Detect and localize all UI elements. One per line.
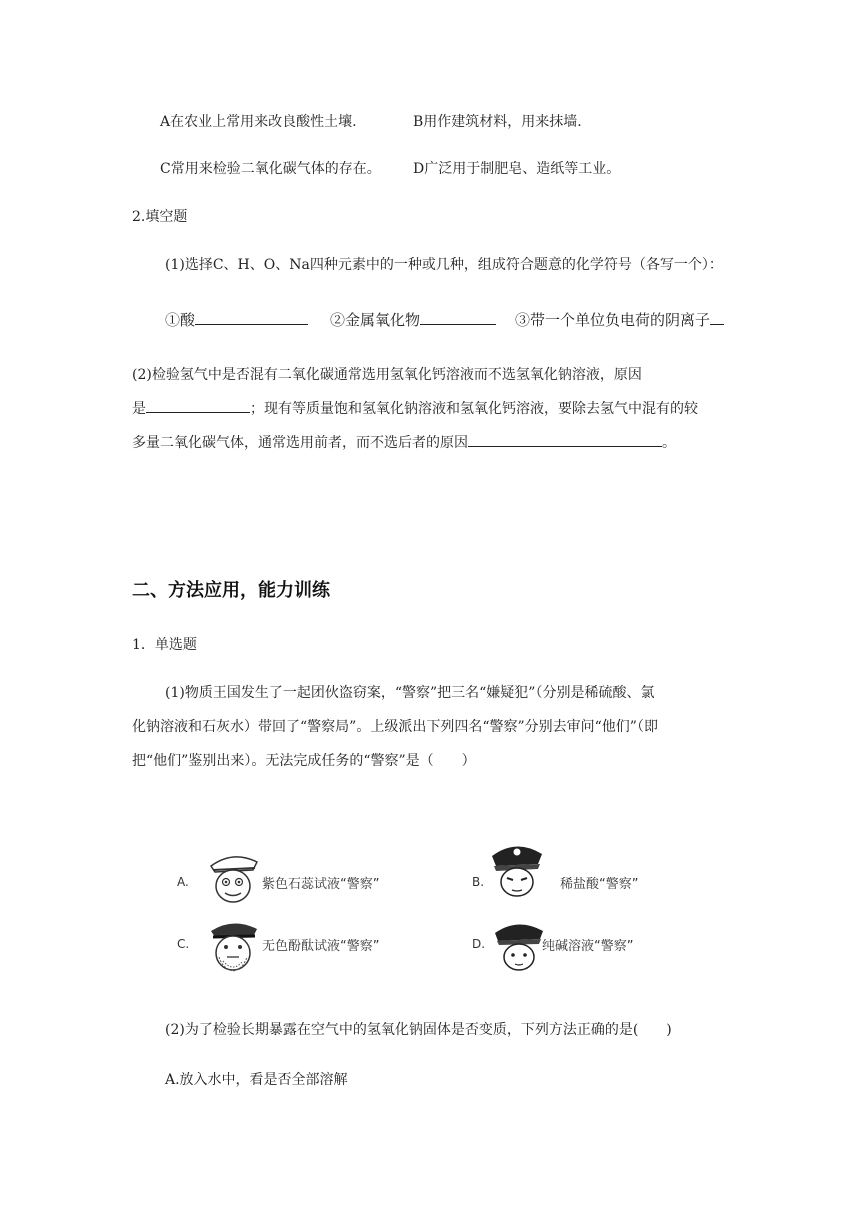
answer-blank	[710, 310, 724, 325]
figure-letter-a: A.	[177, 875, 189, 889]
answer-blank	[195, 310, 308, 325]
question-2-part-1: (1)选择C、H、O、Na四种元素中的一种或几种，组成符合题意的化学符号（各写一个）：	[165, 257, 723, 273]
paragraph-line: 把“他们”鉴别出来）。无法完成任务的“警察”是（ ）	[132, 753, 476, 769]
section-heading: 二、方法应用，能力训练	[132, 580, 330, 601]
paragraph-line: (1)物质王国发生了一起团伙盗窃案，“警察”把三名“嫌疑犯”（分别是稀硫酸、氯	[165, 685, 655, 701]
option-b: B用作建筑材料，用来抹墙.	[413, 114, 582, 130]
figure-label-b: 稀盐酸“警察”	[560, 877, 639, 892]
question-2-part-2-line-1: (2)检验氢气中是否混有二氧化碳通常选用氢氧化钙溶液而不选氢氧化钠溶液，原因	[132, 367, 642, 383]
police-figure	[170, 835, 700, 975]
blank-item-1	[165, 310, 308, 330]
figure-letter-c: C.	[177, 937, 190, 951]
figure-label-d: 纯碱溶液“警察”	[542, 939, 634, 954]
text: 是	[132, 401, 146, 417]
subsection-title: 1．单选题	[132, 637, 197, 653]
option-c: C常用来检验二氧化碳气体的存在。	[160, 161, 381, 177]
answer-blank	[468, 432, 662, 447]
blank-item-2	[330, 310, 496, 330]
answer-blank	[146, 398, 250, 413]
blank-item-3	[515, 310, 724, 330]
blank-item-3-label: ③带一个单位负电荷的阴离子	[515, 311, 711, 329]
question-2-part-2-line-2	[132, 398, 698, 419]
question-2-part-2-line-3	[132, 432, 676, 453]
text: 。	[662, 435, 676, 451]
blank-item-1-label: ①酸	[165, 311, 196, 329]
question-2-stem: (2)为了检验长期暴露在空气中的氢氧化钠固体是否变质，下列方法正确的是( )	[165, 1022, 672, 1038]
blank-item-2-label: ②金属氧化物	[330, 311, 421, 329]
question-2-title: 2.填空题	[132, 209, 188, 225]
police-officer-icon	[488, 840, 544, 898]
figure-letter-b: B.	[472, 875, 485, 889]
option-a: A在农业上常用来改良酸性土壤.	[160, 114, 357, 130]
police-officer-icon	[205, 915, 261, 973]
option-a-line: A.放入水中，看是否全部溶解	[165, 1072, 348, 1088]
figure-label-c: 无色酚酞试液“警察”	[262, 939, 380, 954]
text: ；现有等质量饱和氢氧化钠溶液和氢氧化钙溶液，要除去氢气中混有的较	[250, 401, 698, 417]
figure-label-a: 紫色石蕊试液“警察”	[262, 877, 380, 892]
option-d: D广泛用于制肥皂、造纸等工业。	[413, 161, 621, 177]
figure-letter-d: D.	[472, 937, 486, 951]
text: 多量二氧化碳气体，通常选用前者，而不选后者的原因	[132, 435, 468, 451]
police-officer-icon	[205, 848, 261, 906]
police-officer-icon	[490, 913, 546, 971]
paragraph-line: 化钠溶液和石灰水）带回了“警察局”。上级派出下列四名“警察”分别去审问“他们”（即	[132, 719, 658, 735]
answer-blank	[420, 310, 496, 325]
